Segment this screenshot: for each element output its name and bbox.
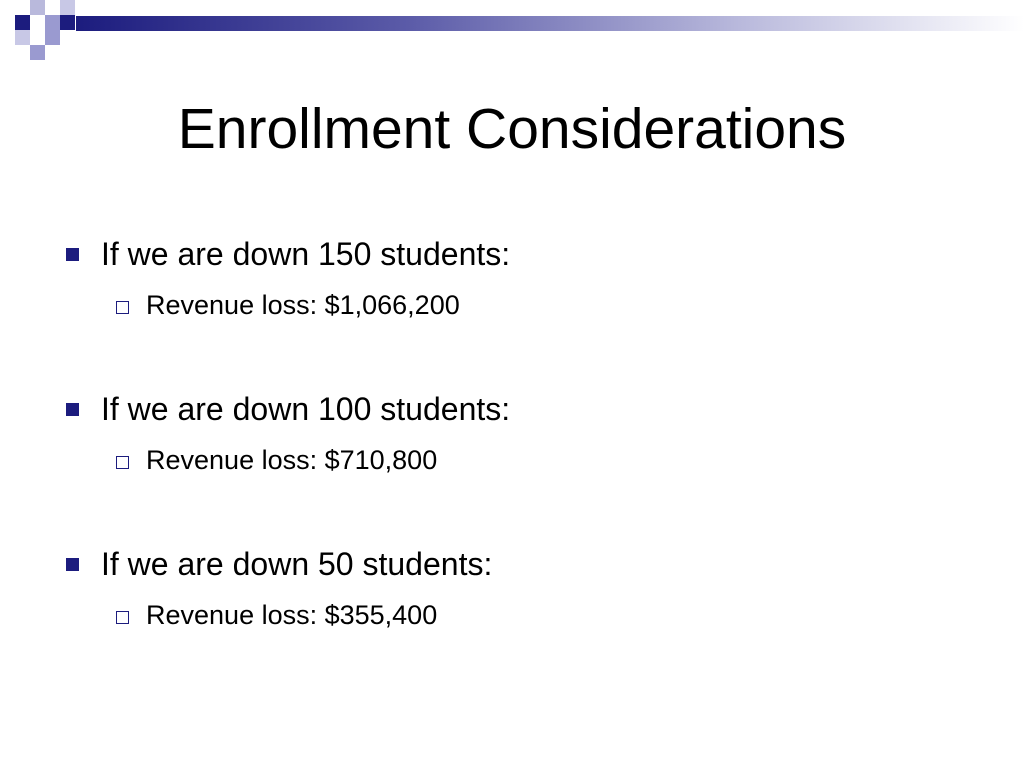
bullet-text: If we are down 100 students: bbox=[101, 391, 511, 427]
decor-square bbox=[45, 15, 60, 30]
slide-title: Enrollment Considerations bbox=[177, 97, 847, 161]
decor-square bbox=[30, 0, 45, 15]
decor-square bbox=[30, 45, 45, 60]
hollow-square-bullet-icon bbox=[116, 301, 129, 314]
decor-square bbox=[60, 15, 75, 30]
decor-square bbox=[15, 30, 30, 45]
decor-square bbox=[15, 15, 30, 30]
hollow-square-bullet-icon bbox=[116, 611, 129, 624]
square-bullet-icon bbox=[66, 248, 79, 261]
sub-bullet-text: Revenue loss: $710,800 bbox=[146, 445, 438, 475]
header-gradient-bar bbox=[76, 16, 1024, 31]
decor-square bbox=[45, 30, 60, 45]
bullet-text: If we are down 150 students: bbox=[101, 236, 511, 272]
hollow-square-bullet-icon bbox=[116, 456, 129, 469]
sub-bullet-text: Revenue loss: $1,066,200 bbox=[146, 290, 460, 320]
bullet-text: If we are down 50 students: bbox=[101, 546, 493, 582]
sub-bullet-text: Revenue loss: $355,400 bbox=[146, 600, 438, 630]
square-bullet-icon bbox=[66, 403, 79, 416]
square-bullet-icon bbox=[66, 558, 79, 571]
decor-square bbox=[60, 0, 75, 15]
